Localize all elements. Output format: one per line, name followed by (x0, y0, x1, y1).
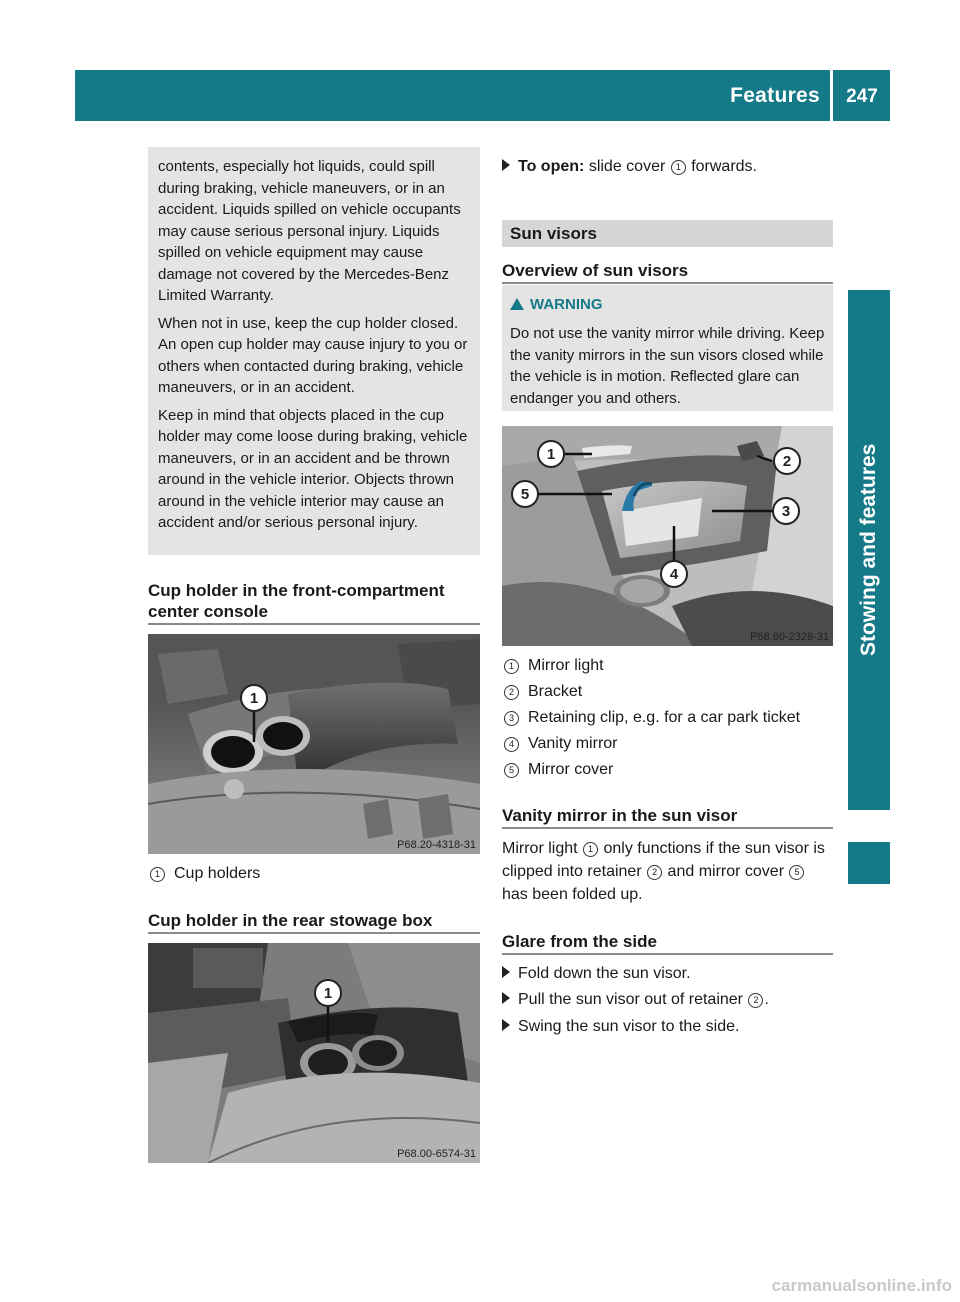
warning-label: WARNING (510, 296, 603, 313)
legend-item: 5 Mirror cover (504, 760, 613, 780)
legend-item: 1 Mirror light (504, 656, 604, 676)
rear-cupholder-heading: Cup holder in the rear stowage box (148, 911, 433, 930)
image-code: P68.60-2328-31 (750, 631, 829, 643)
image-code: P68.00-6574-31 (397, 1148, 476, 1160)
heading-rule (148, 623, 480, 625)
step-arrow-icon (502, 992, 510, 1004)
glare-step-2: Pull the sun visor out of retainer 2 . (502, 990, 769, 1010)
warning-paragraph: contents, especially hot liquids, could spill during braking, vehicle maneuvers, or in an accident. Liquids spilled on vehicle occupants may cause serious personal injury. Liquids spilled on vehicle equipment may cause damage not covered by the Mercedes-Benz Limited Warranty. (158, 158, 461, 304)
sun-visor-warning (502, 285, 833, 411)
callout-5: 5 (520, 486, 530, 503)
callout-4: 4 (669, 566, 679, 583)
chapter-tab[interactable] (848, 290, 890, 810)
heading-rule (502, 827, 833, 829)
heading-rule (148, 932, 480, 934)
page-number: 247 (846, 86, 878, 107)
front-cupholder-photo (148, 634, 480, 854)
warning-triangle-icon (510, 298, 524, 310)
callout-2: 2 (782, 453, 792, 470)
callout-1: 1 (249, 690, 259, 707)
glare-heading: Glare from the side (502, 932, 657, 951)
callout-1: 1 (546, 446, 556, 463)
warning-text: Do not use the vanity mirror while driving. Keep the vanity mirrors in the sun visors closed while the vehicle is in motion. Reflected glare can endanger you and others. (510, 325, 825, 407)
open-step: To open: slide cover 1 forwards. (502, 157, 757, 177)
legend-item: 1 Cup holders (150, 864, 260, 884)
step-arrow-icon (502, 159, 510, 171)
warning-box-continued (148, 147, 480, 555)
heading-rule (502, 282, 833, 284)
heading-rule (502, 953, 833, 955)
watermark: carmanualsonline.info (771, 1276, 952, 1295)
legend-item: 2 Bracket (504, 682, 582, 702)
sun-visors-title: Sun visors (510, 224, 597, 243)
callout-3: 3 (781, 503, 791, 520)
warning-paragraph: Keep in mind that objects placed in the cup holder may come loose during braking, vehicle maneuvers, or in an accident and be thrown around in the vehicle interior. Objects thrown around in the vehicle interior may cause an accident and/or serious personal injury. (158, 406, 468, 531)
legend-item: 3 Retaining clip, e.g. for a car park ticket (504, 708, 800, 728)
sun-visor-photo (502, 426, 833, 646)
front-cupholder-heading: Cup holder in the front-compartment center console (148, 581, 445, 621)
overview-heading: Overview of sun visors (502, 261, 689, 280)
sun-visors-section (502, 220, 833, 247)
header-divider (830, 70, 833, 121)
callout-1: 1 (323, 985, 333, 1002)
glare-step-1: Fold down the sun visor. (502, 964, 691, 984)
chapter-tab-marker (848, 842, 890, 884)
warning-paragraph: When not in use, keep the cup holder closed. An open cup holder may cause injury to you or others when contacted during braking, vehicle maneuvers, or in an accident. (158, 314, 468, 396)
chapter-tab-label: Stowing and features (857, 443, 880, 657)
image-code: P68.20-4318-31 (397, 839, 476, 851)
step-arrow-icon (502, 966, 510, 978)
legend-item: 4 Vanity mirror (504, 734, 618, 754)
step-arrow-icon (502, 1019, 510, 1031)
vanity-mirror-heading: Vanity mirror in the sun visor (502, 806, 738, 825)
rear-cupholder-photo (148, 943, 480, 1163)
glare-step-3: Swing the sun visor to the side. (502, 1017, 739, 1037)
vanity-mirror-text: Mirror light 1 only functions if the sun visor is clipped into retainer 2 and mirror cover 5 has been folded up. (502, 840, 825, 903)
section-title: Features (730, 84, 820, 107)
